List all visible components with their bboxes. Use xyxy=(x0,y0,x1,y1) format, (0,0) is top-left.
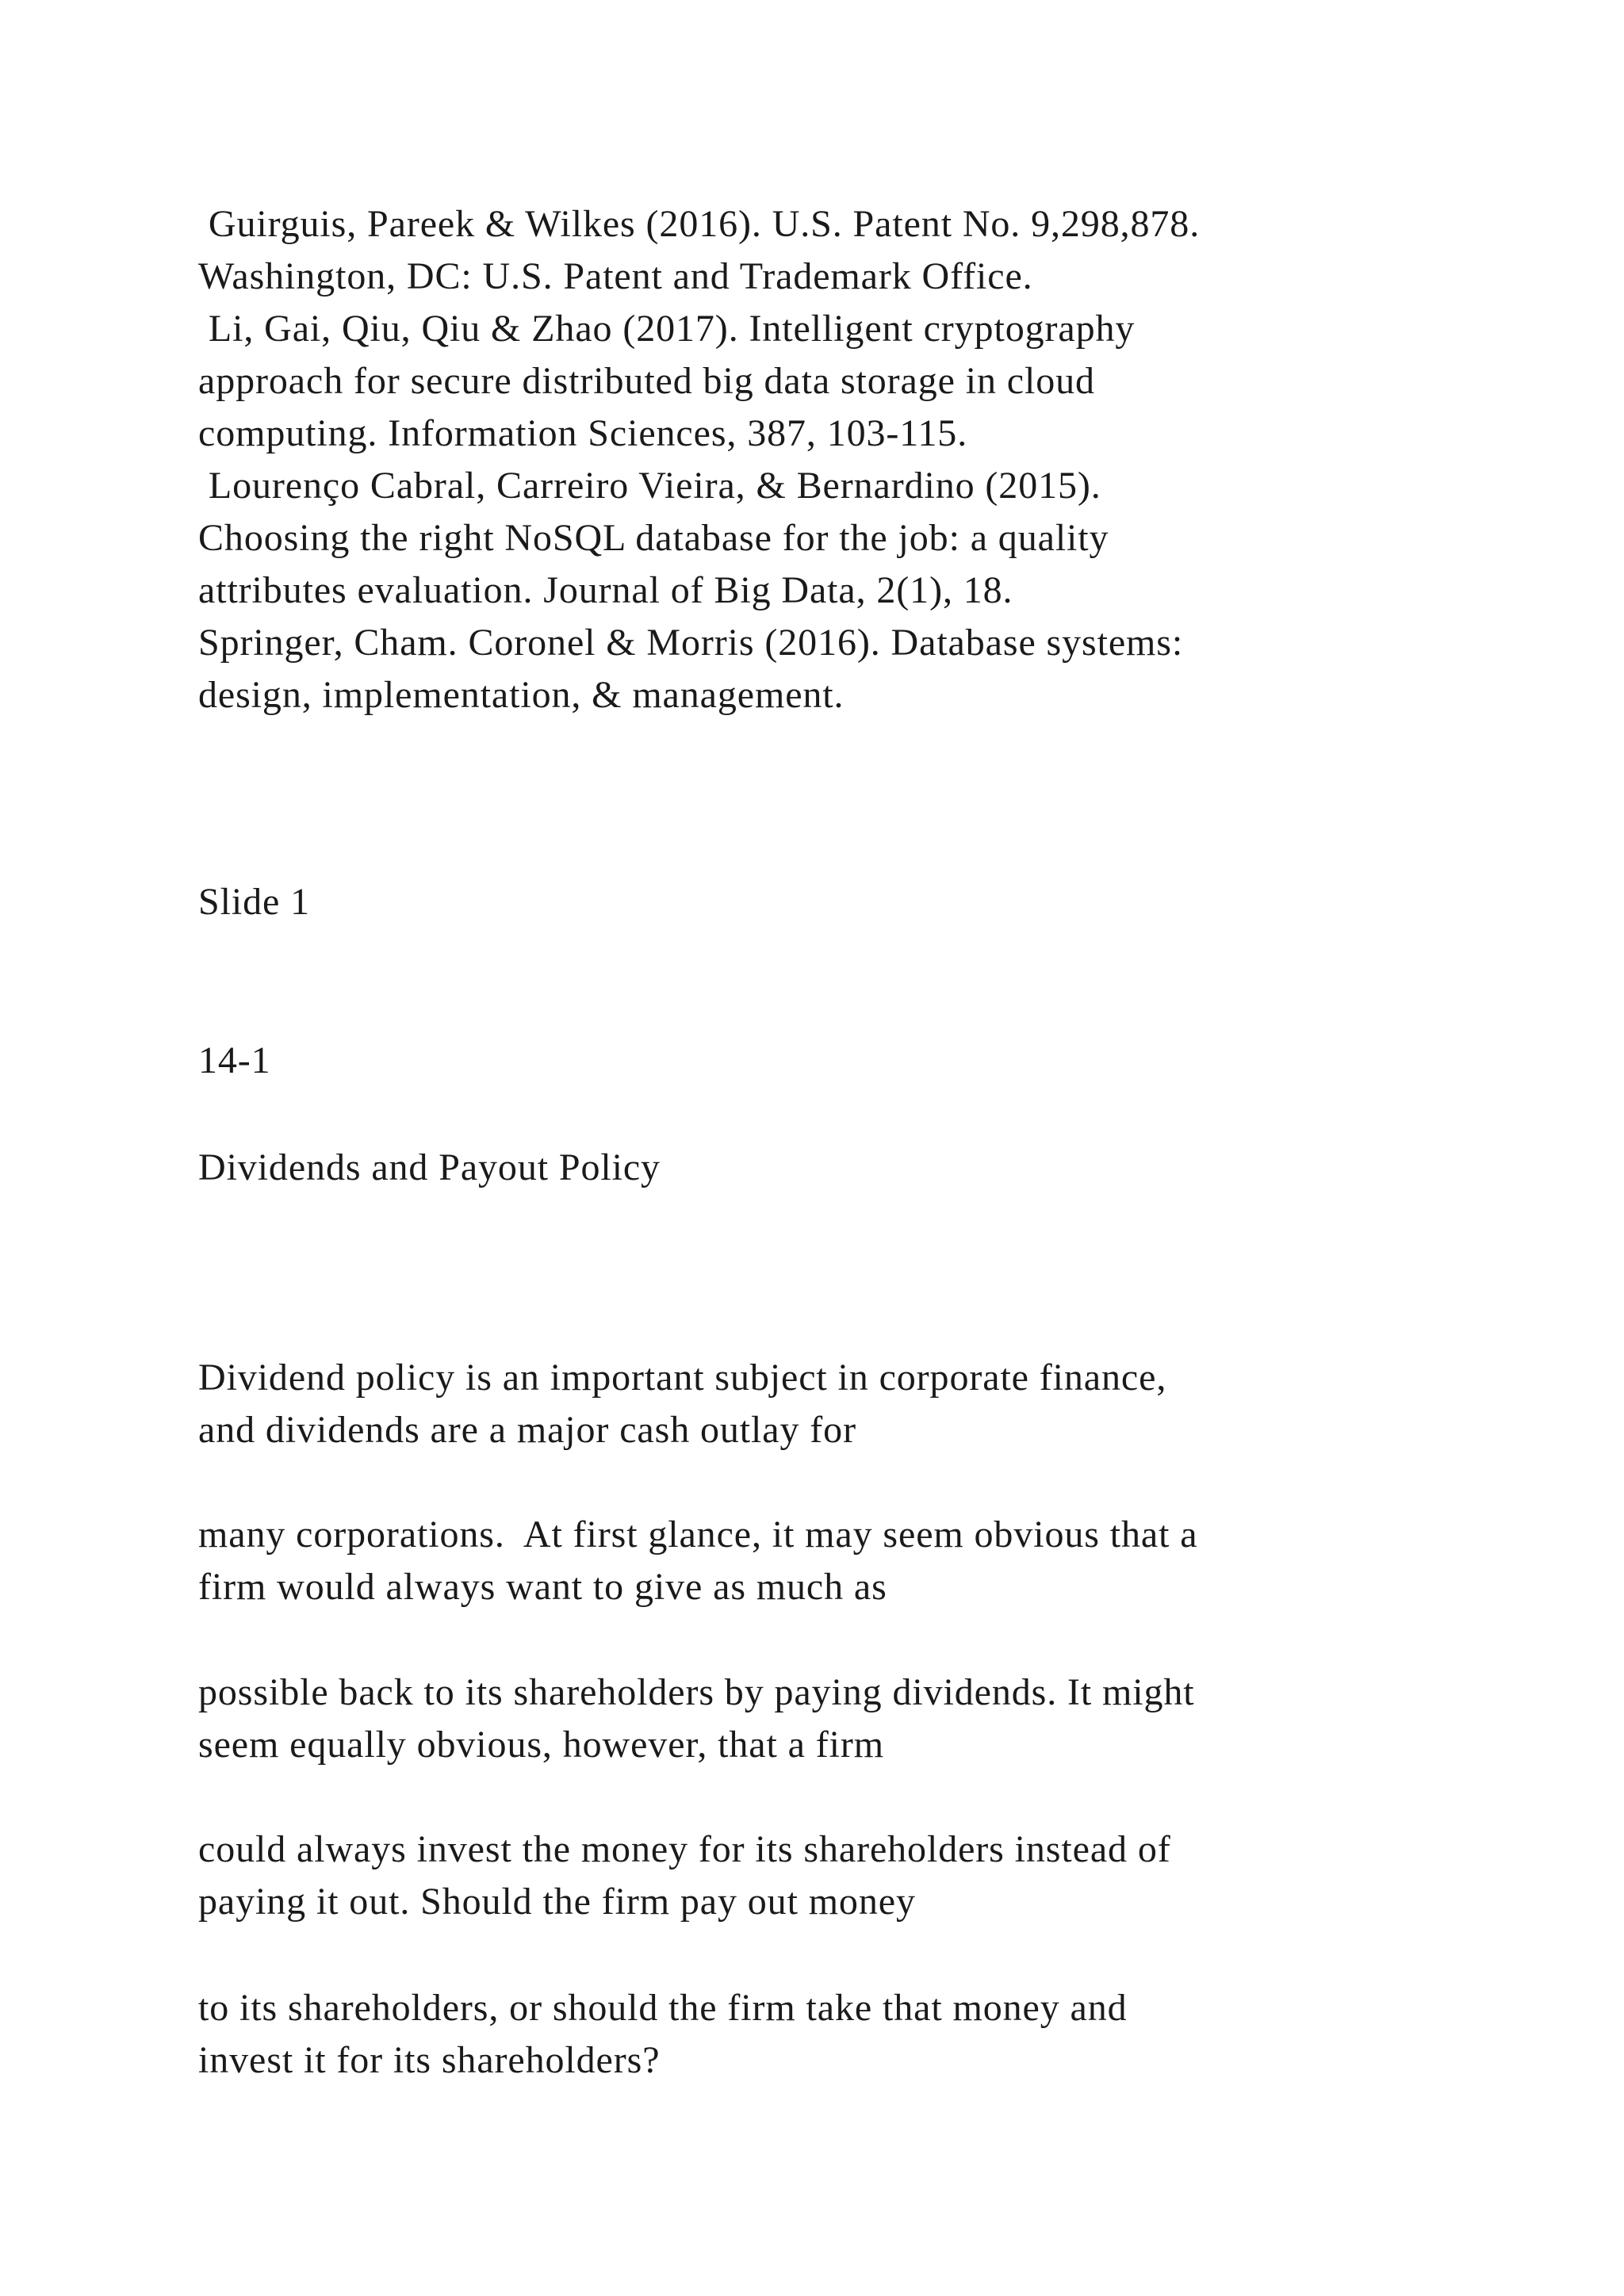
reference-line: attributes evaluation. Journal of Big Data, 2(1), 18. xyxy=(198,569,1013,611)
body-line: invest it for its shareholders? xyxy=(198,2039,661,2081)
body-line: seem equally obvious, however, that a firm xyxy=(198,1724,884,1766)
body-line: firm would always want to give as much as xyxy=(198,1566,887,1608)
body-line: many corporations. At first glance, it may seem obvious that a xyxy=(198,1513,1198,1556)
reference-line: Lourenço Cabral, Carreiro Vieira, & Bernardino (2015). xyxy=(198,465,1101,507)
body-line: Dividend policy is an important subject in corporate finance, xyxy=(198,1357,1167,1399)
reference-line: Choosing the right NoSQL database for the job: a quality xyxy=(198,517,1109,559)
reference-line: computing. Information Sciences, 387, 103-115. xyxy=(198,412,968,454)
reference-line: Washington, DC: U.S. Patent and Trademark Office. xyxy=(198,255,1033,297)
reference-line: design, implementation, & management. xyxy=(198,674,845,716)
reference-line: Li, Gai, Qiu, Qiu & Zhao (2017). Intelligent cryptography xyxy=(198,308,1136,350)
body-line: paying it out. Should the firm pay out money xyxy=(198,1881,916,1923)
slide-title: Dividends and Payout Policy xyxy=(198,1146,661,1188)
body-line: and dividends are a major cash outlay for xyxy=(198,1409,856,1451)
reference-line: Guirguis, Pareek & Wilkes (2016). U.S. Patent No. 9,298,878. xyxy=(198,203,1201,245)
reference-line: Springer, Cham. Coronel & Morris (2016). Database systems: xyxy=(198,622,1184,664)
reference-line: approach for secure distributed big data storage in cloud xyxy=(198,360,1095,402)
slide-label: Slide 1 xyxy=(198,881,310,923)
body-line: possible back to its shareholders by paying dividends. It might xyxy=(198,1671,1195,1713)
body-line: could always invest the money for its shareholders instead of xyxy=(198,1828,1171,1870)
body-line: to its shareholders, or should the firm take that money and xyxy=(198,1987,1128,2029)
slide-number: 14-1 xyxy=(198,1039,271,1081)
